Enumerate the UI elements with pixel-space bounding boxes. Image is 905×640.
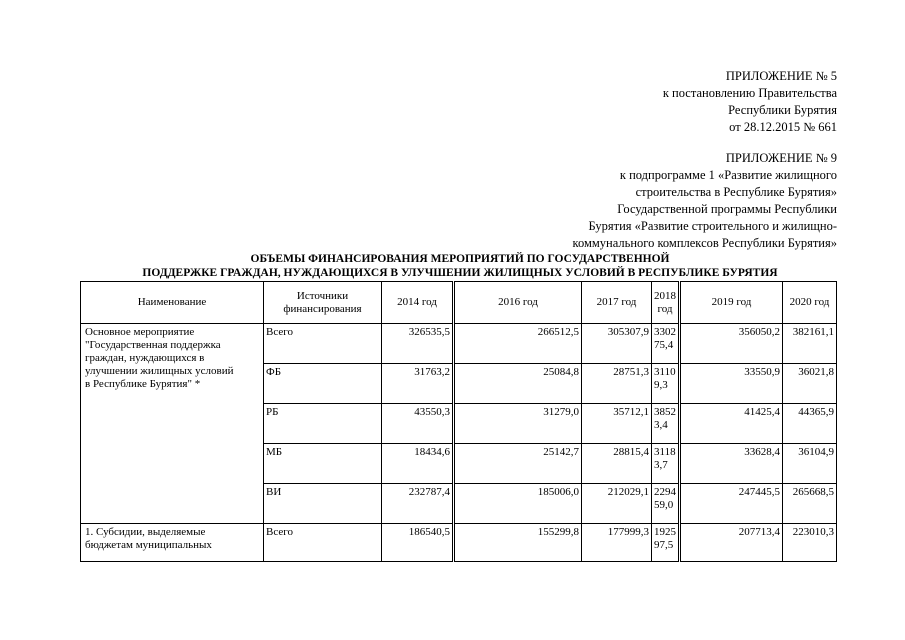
table-row	[81, 524, 837, 562]
cell-2016: 155299,8	[454, 524, 582, 562]
cell-2016: 31279,0	[454, 404, 582, 444]
appendix-5-line2: к постановлению Правительства	[662, 86, 837, 100]
cell-2019: 41425,4	[680, 404, 783, 444]
appendix-9-line3: строительства в Республике Бурятия»	[635, 185, 837, 199]
cell-source: Всего	[264, 324, 382, 364]
cell-2019: 33550,9	[680, 364, 783, 404]
appendix-9-line1: ПРИЛОЖЕНИЕ № 9	[725, 151, 837, 165]
table-row	[81, 324, 837, 364]
appendix-5-line4: от 28.12.2015 № 661	[729, 120, 837, 134]
cell-2017: 305307,9	[582, 324, 652, 364]
cell-2014: 186540,5	[382, 524, 454, 562]
cell-2018: 3110 9,3	[652, 364, 680, 404]
appendix-9-line6: коммунального комплексов Республики Бурятия»	[572, 236, 837, 250]
appendix-5-line3: Республики Бурятия	[728, 103, 837, 117]
appendix-9-line2: к подпрограмме 1 «Развитие жилищного	[619, 168, 837, 182]
appendix-5-header	[663, 68, 837, 136]
cell-2020: 223010,3	[783, 524, 837, 562]
header-2016: 2016 год	[454, 282, 582, 324]
cell-source: Всего	[264, 524, 382, 562]
financing-table	[80, 281, 837, 562]
cell-2020: 36021,8	[783, 364, 837, 404]
cell-2020: 44365,9	[783, 404, 837, 444]
cell-2016: 25142,7	[454, 444, 582, 484]
cell-2016: 185006,0	[454, 484, 582, 524]
table-header-row	[81, 282, 837, 324]
cell-2014: 31763,2	[382, 364, 454, 404]
cell-source: ВИ	[264, 484, 382, 524]
row-name-main-measure: Основное мероприятие "Государственная поддержка граждан, нуждающихся в улучшении жилищных условий в Республике Бурятия" *	[81, 324, 264, 524]
cell-source: МБ	[264, 444, 382, 484]
cell-2019: 356050,2	[680, 324, 783, 364]
cell-2019: 247445,5	[680, 484, 783, 524]
appendix-5-line1: ПРИЛОЖЕНИЕ № 5	[725, 69, 837, 83]
cell-source: РБ	[264, 404, 382, 444]
cell-2017: 212029,1	[582, 484, 652, 524]
cell-2019: 33628,4	[680, 444, 783, 484]
cell-2016: 25084,8	[454, 364, 582, 404]
cell-2014: 326535,5	[382, 324, 454, 364]
header-2018: 2018 год	[652, 282, 680, 324]
appendix-9-line5: Бурятия «Развитие строительного и жилищно-	[588, 219, 837, 233]
cell-2014: 43550,3	[382, 404, 454, 444]
header-name: Наименование	[81, 282, 264, 324]
cell-2017: 28751,3	[582, 364, 652, 404]
cell-2020: 36104,9	[783, 444, 837, 484]
cell-2018: 2294 59,0	[652, 484, 680, 524]
cell-2018: 3302 75,4	[652, 324, 680, 364]
appendix-9-header	[573, 150, 837, 252]
cell-2018: 3852 3,4	[652, 404, 680, 444]
cell-2014: 232787,4	[382, 484, 454, 524]
header-2020: 2020 год	[783, 282, 837, 324]
title-line1: ОБЪЕМЫ ФИНАНСИРОВАНИЯ МЕРОПРИЯТИЙ ПО ГОСУДАРСТВЕННОЙ	[250, 253, 670, 265]
cell-2019: 207713,4	[680, 524, 783, 562]
row-name-subsidies: 1. Субсидии, выделяемые бюджетам муниципальных	[81, 524, 264, 562]
header-2014: 2014 год	[382, 282, 454, 324]
appendix-9-line4: Государственной программы Республики	[617, 202, 837, 216]
cell-2017: 177999,3	[582, 524, 652, 562]
cell-2018: 1925 97,5	[652, 524, 680, 562]
header-source: Источники финансирования	[264, 282, 382, 324]
document-title	[80, 252, 840, 280]
cell-2020: 265668,5	[783, 484, 837, 524]
cell-source: ФБ	[264, 364, 382, 404]
cell-2014: 18434,6	[382, 444, 454, 484]
cell-2017: 28815,4	[582, 444, 652, 484]
title-line2: ПОДДЕРЖКЕ ГРАЖДАН, НУЖДАЮЩИХСЯ В УЛУЧШЕНИИ ЖИЛИЩНЫХ УСЛОВИЙ В РЕСПУБЛИКЕ БУРЯТИЯ	[142, 267, 778, 279]
cell-2017: 35712,1	[582, 404, 652, 444]
cell-2020: 382161,1	[783, 324, 837, 364]
cell-2016: 266512,5	[454, 324, 582, 364]
header-2019: 2019 год	[680, 282, 783, 324]
cell-2018: 3118 3,7	[652, 444, 680, 484]
header-2017: 2017 год	[582, 282, 652, 324]
